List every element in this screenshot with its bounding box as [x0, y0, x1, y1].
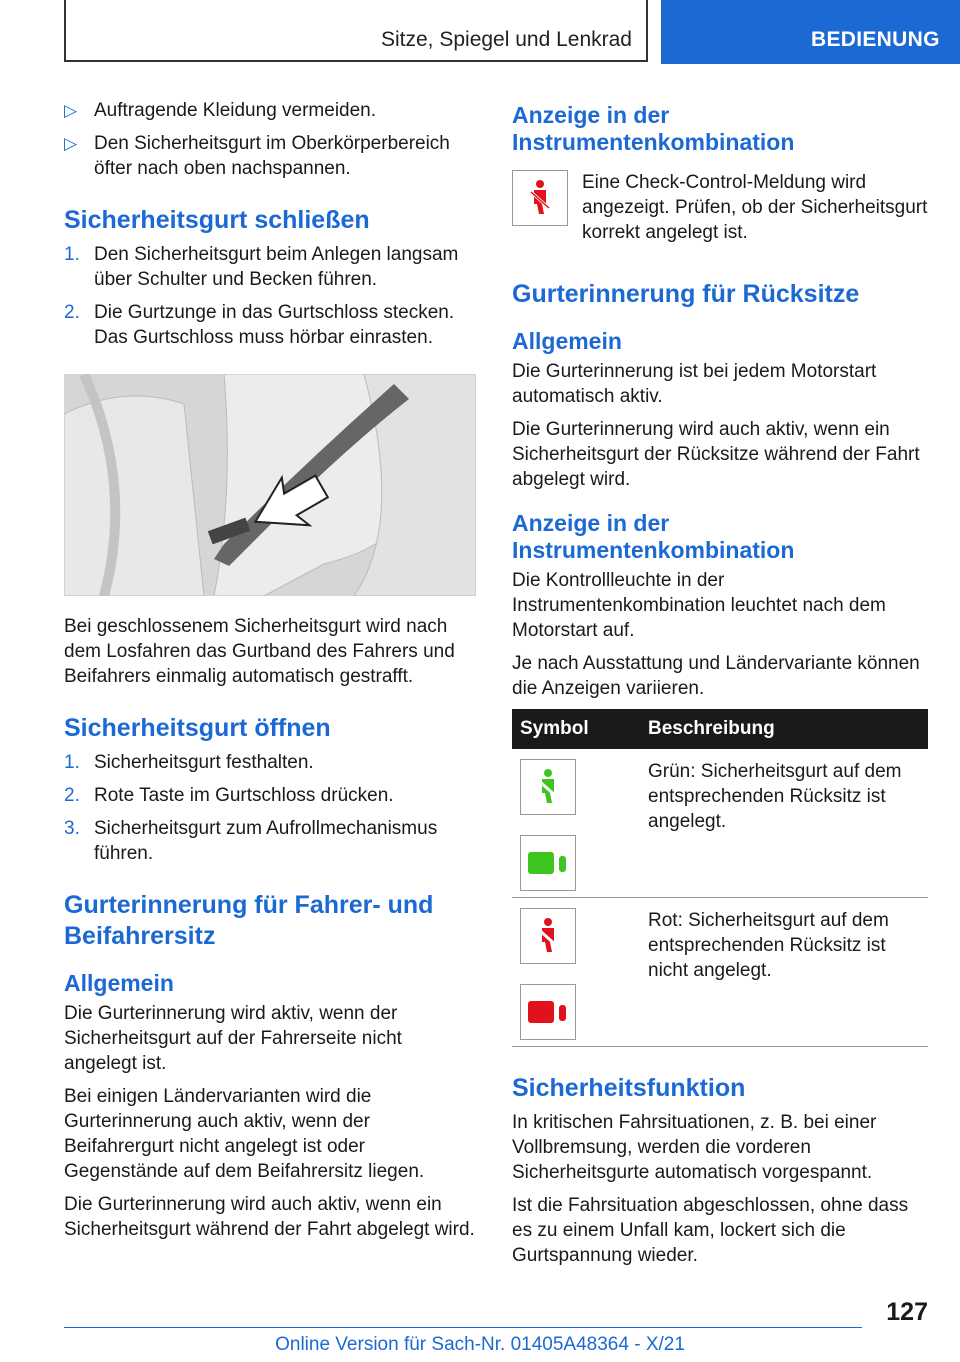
list-item: 1. Sicherheitsgurt festhalten. [64, 752, 314, 773]
chapter-tab: BEDIENUNG [661, 0, 960, 64]
list-item: ▷ Auftragende Kleidung vermeiden. [64, 100, 377, 121]
paragraph: Die Kontrollleuchte in der Instrumentenkombination leuchtet nach dem Motorstart auf. [512, 570, 886, 641]
column-header-description: Beschreibung [640, 709, 928, 749]
table-row [512, 898, 928, 1047]
heading-display: Anzeige in der Instrumentenkombination [512, 102, 795, 155]
left-column [64, 98, 476, 1250]
list-item: 2. Die Gurtzunge in das Gurtschloss stecken. Das Gurtschloss muss hörbar einrasten. [64, 302, 455, 348]
footer-online-version: Online Version für Sach-Nr. 01405A48364 - X/21 [275, 1334, 685, 1355]
triangle-bullet-icon: ▷ [64, 101, 78, 120]
seatbelt-green-icon [520, 759, 576, 815]
description-cell: Rot: Sicherheitsgurt auf dem entsprechenden Rücksitz ist nicht angelegt. [640, 898, 928, 1047]
seatbelt-warning-red-icon [512, 170, 568, 226]
paragraph: Ist die Fahrsituation abgeschlossen, ohne dass es zu einem Unfall kam, lockert sich die Gurtspannung wieder. [512, 1195, 909, 1266]
paragraph: Die Gurterinnerung wird auch aktiv, wenn ein Sicherheitsgurt der Rücksitze während der Fahrt abgelegt wird. [512, 419, 920, 490]
list-item: 3. Sicherheitsgurt zum Aufrollmechanismus führen. [64, 818, 438, 864]
list-item: ▷ Den Sicherheitsgurt im Oberkörperbereich öfter nach oben nachspannen. [64, 133, 450, 179]
heading-general: Allgemein [512, 328, 622, 354]
section-title: Sitze, Spiegel und Lenkrad [64, 0, 648, 62]
footer-divider [64, 1327, 862, 1328]
heading-display: Anzeige in der Instrumentenkombination [512, 510, 795, 563]
paragraph: Die Gurterinnerung wird auch aktiv, wenn ein Sicherheitsgurt während der Fahrt abgelegt wird. [64, 1194, 475, 1240]
heading-belt-reminder-rear: Gurterinnerung für Rücksitze [512, 280, 860, 308]
symbol-table [512, 709, 928, 1047]
paragraph: Die Gurterinnerung wird aktiv, wenn der Sicherheitsgurt auf der Fahrerseite nicht angelegt ist. [64, 1003, 402, 1074]
table-row [512, 749, 928, 898]
list-item: 1. Den Sicherheitsgurt beim Anlegen langsam über Schulter und Becken führen. [64, 244, 459, 290]
page-number: 127 [886, 1298, 928, 1326]
paragraph: Bei einigen Ländervarianten wird die Gurterinnerung auch aktiv, wenn der Beifahrergurt nicht angelegt ist oder Gegenstände auf dem Beifahrersitz liegen. [64, 1086, 425, 1182]
paragraph: Eine Check-Control-Meldung wird angezeigt. Prüfen, ob der Sicherheitsgurt korrekt angelegt ist. [582, 172, 928, 243]
column-header-symbol: Symbol [512, 709, 640, 749]
list-item: 2. Rote Taste im Gurtschloss drücken. [64, 785, 394, 806]
heading-general: Allgemein [64, 970, 174, 996]
seatbelt-red-icon [520, 908, 576, 964]
check-control-note [512, 170, 928, 245]
paragraph: Je nach Ausstattung und Ländervariante können die Anzeigen variieren. [512, 653, 920, 699]
seatbelt-buckle-illustration [64, 374, 476, 596]
rear-seat-red-icon [520, 984, 576, 1040]
heading-safety-function: Sicherheitsfunktion [512, 1074, 746, 1102]
description-cell: Grün: Sicherheitsgurt auf dem entsprechenden Rücksitz ist angelegt. [640, 749, 928, 898]
heading-belt-reminder-front: Gurterinnerung für Fahrer- und Beifahrersitz [64, 891, 434, 950]
tip-list [64, 98, 476, 181]
triangle-bullet-icon: ▷ [64, 134, 78, 153]
rear-seat-green-icon [520, 835, 576, 891]
paragraph: In kritischen Fahrsituationen, z. B. bei einer Vollbremsung, werden die vorderen Sicherheitsgurte automatisch vorgespannt. [512, 1112, 877, 1183]
tensioning-note: Bei geschlossenem Sicherheitsgurt wird nach dem Losfahren das Gurtband des Fahrers und Beifahrers einmalig automatisch gestrafft. [64, 616, 455, 687]
page-header [0, 0, 960, 66]
right-column [512, 92, 928, 1276]
close-steps [64, 242, 476, 350]
open-steps [64, 750, 476, 866]
paragraph: Die Gurterinnerung ist bei jedem Motorstart automatisch aktiv. [512, 361, 877, 407]
heading-close-belt: Sicherheitsgurt schließen [64, 206, 370, 234]
heading-open-belt: Sicherheitsgurt öffnen [64, 714, 331, 742]
